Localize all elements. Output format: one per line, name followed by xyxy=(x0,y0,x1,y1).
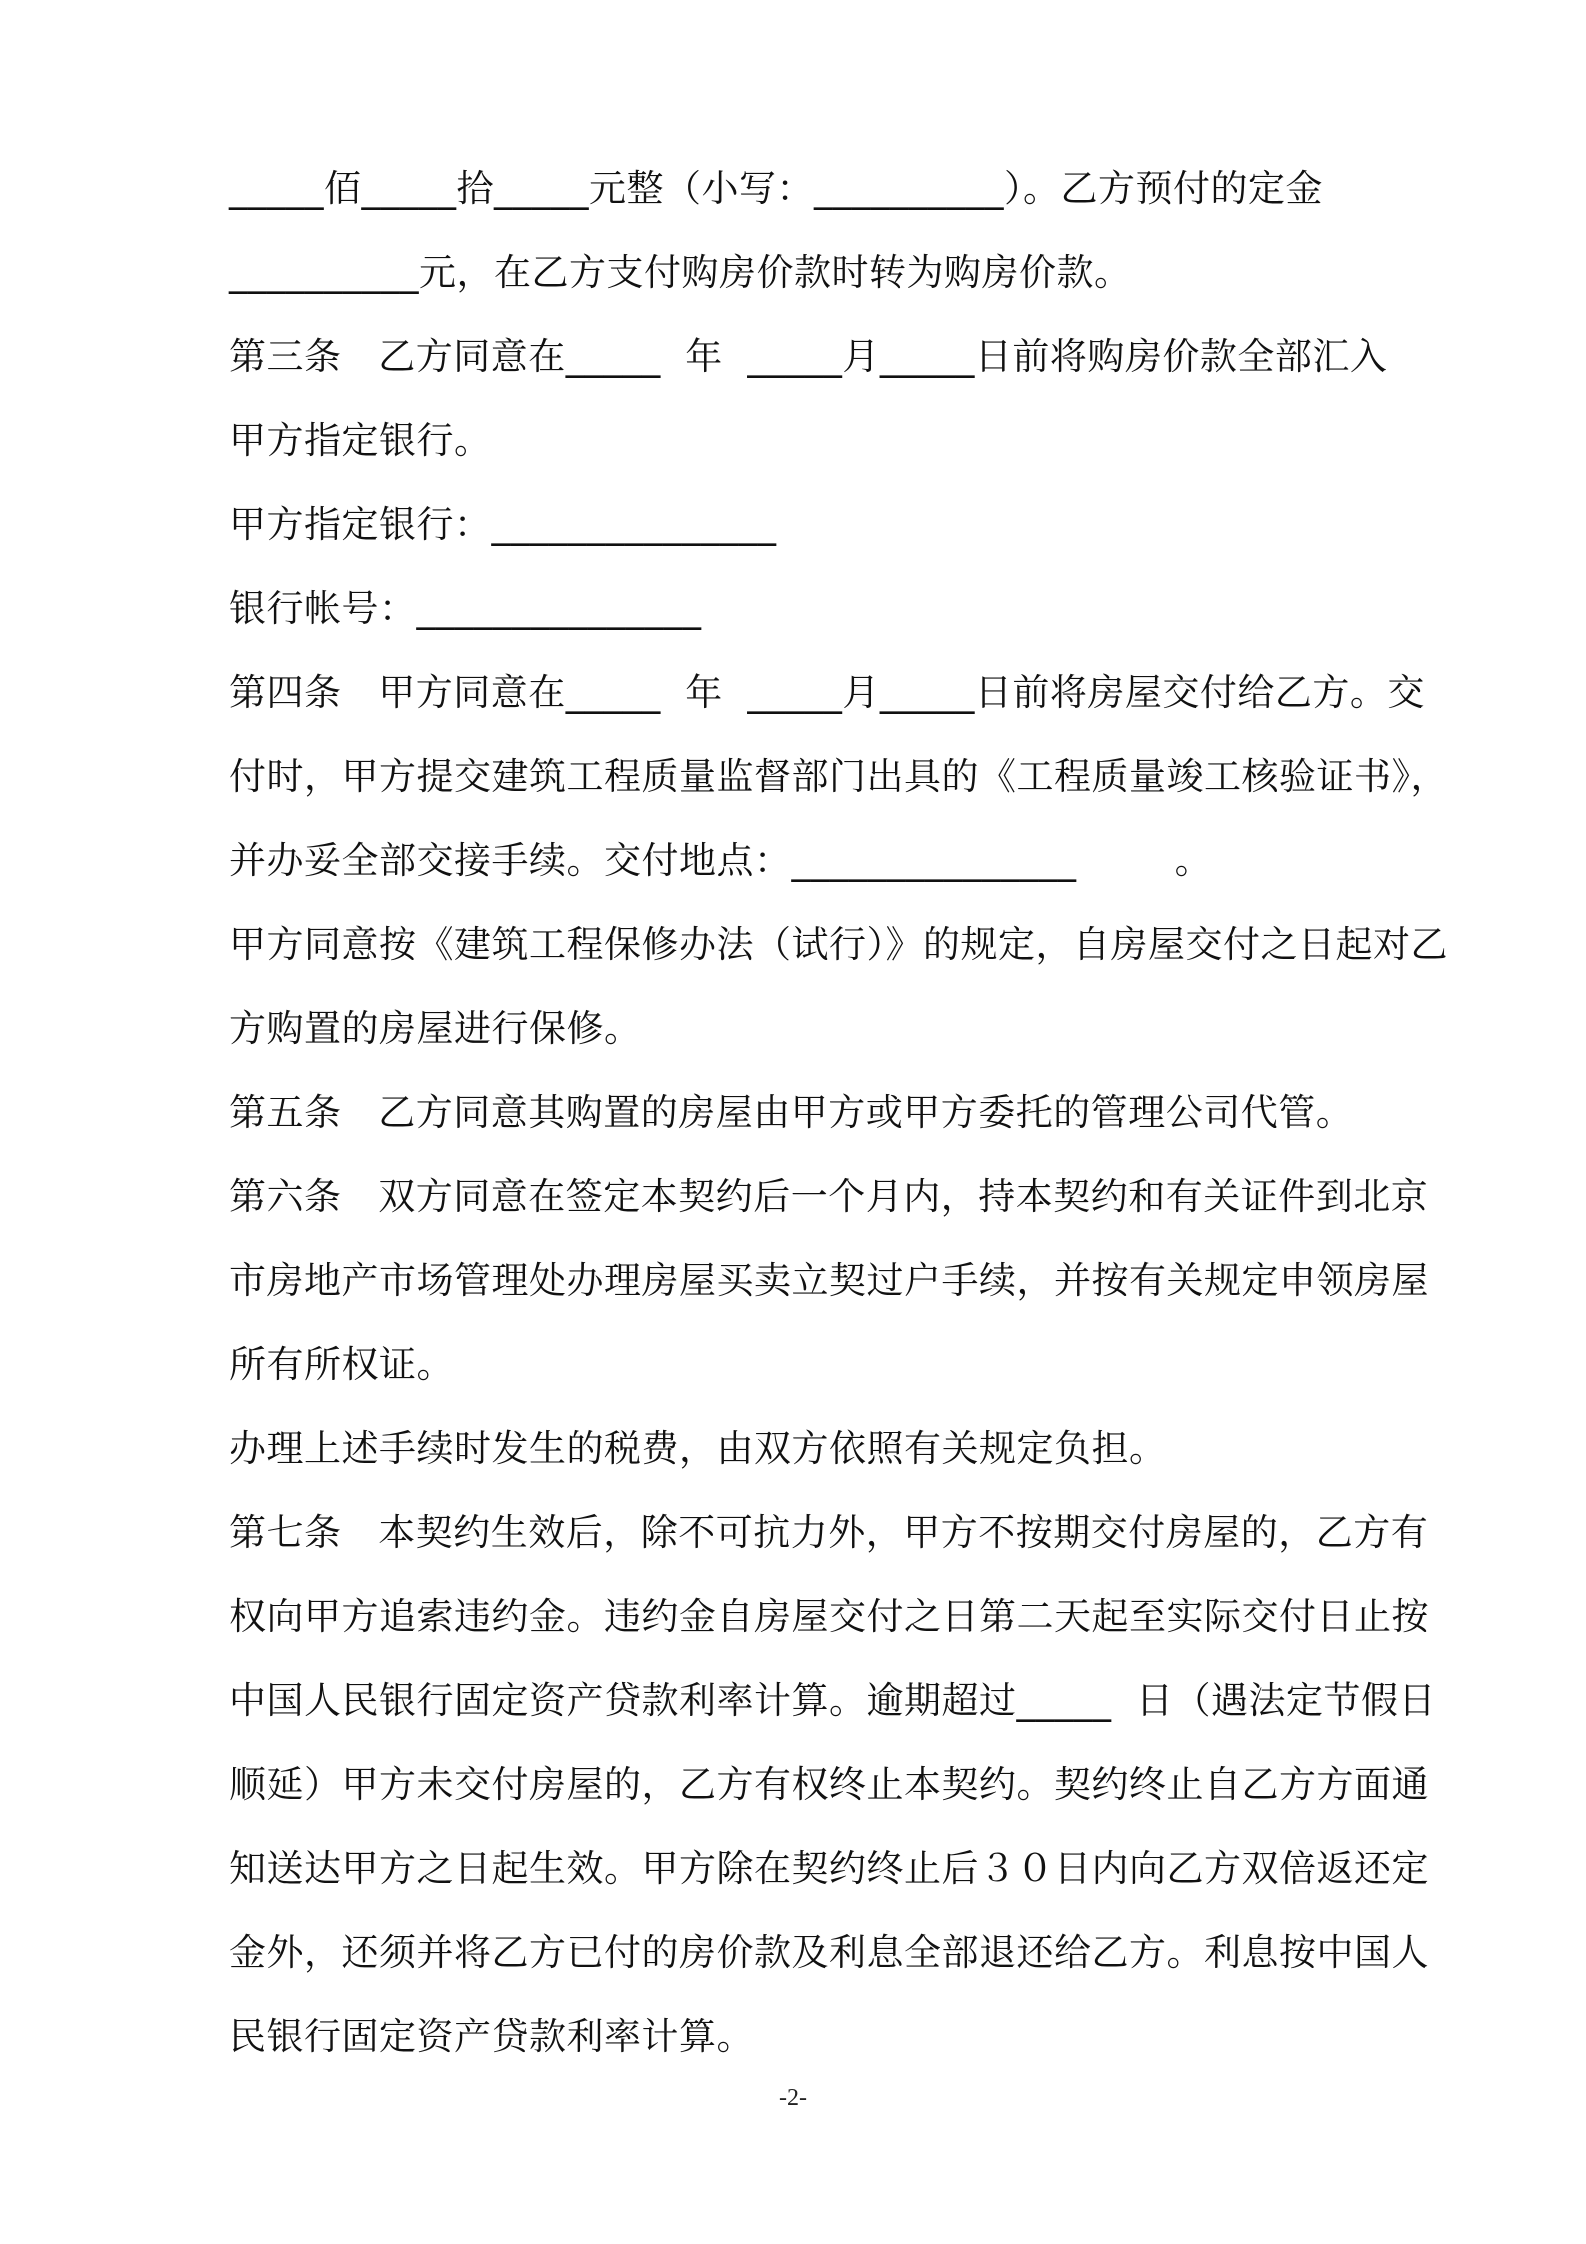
text-line: 权向甲方追索违约金。违约金自房屋交付之日第二天起至实际交付日止按 xyxy=(229,1595,1429,1638)
text-line: 所有所权证。 xyxy=(229,1343,454,1386)
bank-account-line: 银行帐号：_______________ xyxy=(229,587,702,630)
designated-bank-line: 甲方指定银行：_______________ xyxy=(229,503,777,546)
text-line: __________元，在乙方支付购房价款时转为购房价款。 xyxy=(229,251,1132,294)
article-4-line: 第四条 甲方同意在_____ 年 _____月_____日前将房屋交付给乙方。交 xyxy=(229,671,1425,714)
text-line: 金外，还须并将乙方已付的房价款及利息全部退还给乙方。利息按中国人 xyxy=(229,1931,1429,1974)
text-line: 方购置的房屋进行保修。 xyxy=(229,1007,642,1050)
article-3-line: 第三条 乙方同意在_____ 年 _____月_____日前将购房价款全部汇入 xyxy=(229,335,1388,378)
article-6-line: 第六条 双方同意在签定本契约后一个月内，持本契约和有关证件到北京 xyxy=(229,1175,1429,1218)
text-line: 甲方同意按《建筑工程保修办法（试行）》的规定，自房屋交付之日起对乙 xyxy=(229,923,1448,966)
article-5-line: 第五条 乙方同意其购置的房屋由甲方或甲方委托的管理公司代管。 xyxy=(229,1091,1354,1134)
text-line: 知送达甲方之日起生效。甲方除在契约终止后３０日内向乙方双倍返还定 xyxy=(229,1847,1429,1890)
text-line: 民银行固定资产贷款利率计算。 xyxy=(229,2015,754,2058)
delivery-location-line: 并办妥全部交接手续。交付地点：_______________ 。 xyxy=(229,839,1213,882)
text-line: 付时，甲方提交建筑工程质量监督部门出具的《工程质量竣工核验证书》， xyxy=(229,755,1448,798)
text-line: 顺延）甲方未交付房屋的，乙方有权终止本契约。契约终止自乙方方面通 xyxy=(229,1763,1429,1806)
text-line: 中国人民银行固定资产贷款利率计算。逾期超过_____ 日（遇法定节假日 xyxy=(229,1679,1437,1722)
article-7-line: 第七条 本契约生效后，除不可抗力外，甲方不按期交付房屋的，乙方有 xyxy=(229,1511,1429,1554)
text-line: 市房地产市场管理处办理房屋买卖立契过户手续，并按有关规定申领房屋 xyxy=(229,1259,1429,1302)
page-number: -2- xyxy=(779,2085,807,2111)
contract-body xyxy=(229,147,1449,2079)
text-line: 甲方指定银行。 xyxy=(229,419,492,462)
text-line: 办理上述手续时发生的税费，由双方依照有关规定负担。 xyxy=(229,1427,1167,1470)
text-line: _____佰_____拾_____元整（小写：__________）。乙方预付的定金 xyxy=(229,167,1323,210)
